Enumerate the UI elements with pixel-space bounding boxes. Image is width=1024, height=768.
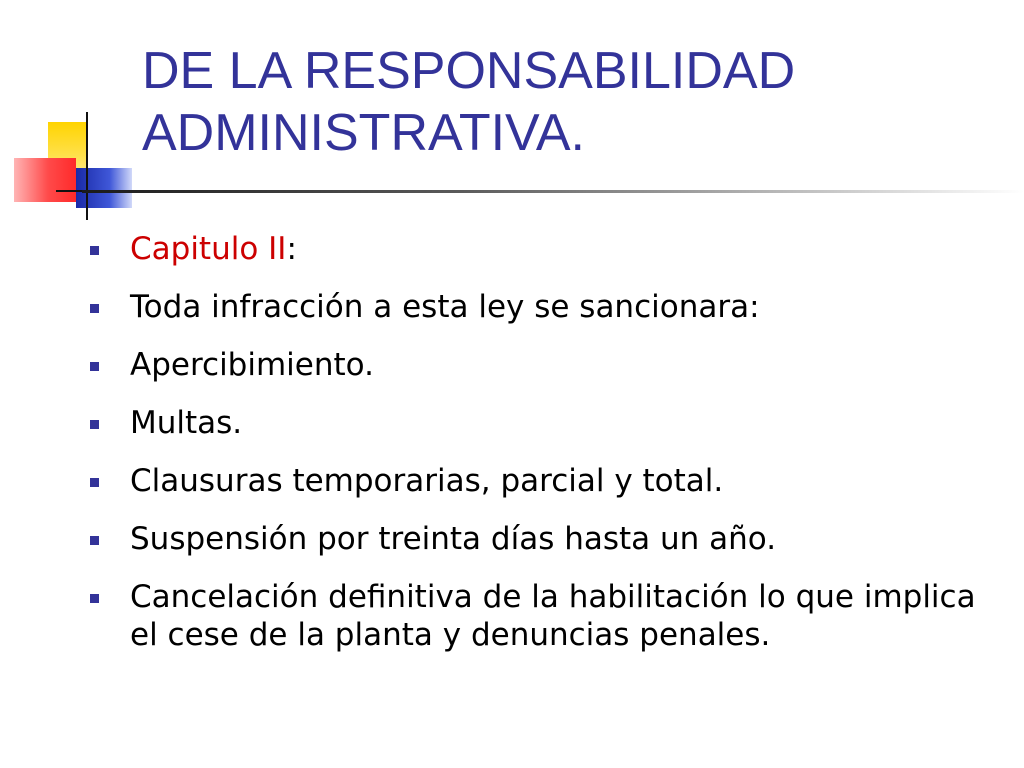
bullet-text: Apercibimiento.	[130, 347, 374, 383]
slide-title	[142, 40, 1002, 164]
square-bullet-icon	[90, 536, 99, 545]
logo-vertical-line	[86, 112, 88, 220]
red-square	[14, 158, 76, 202]
square-bullet-icon	[90, 478, 99, 487]
bullet-text: :	[286, 231, 297, 267]
bullet-item-apercibimiento	[90, 346, 1000, 384]
bullet-text: Cancelación definitiva de la habilitación lo que implica el cese de la planta y denuncias penales.	[130, 579, 976, 653]
bullet-item-infraccion	[90, 288, 1000, 326]
colored-squares-logo-icon	[0, 0, 160, 240]
bullet-item-clausuras	[90, 462, 1000, 500]
blue-square	[76, 168, 132, 208]
bullet-text: Clausuras temporarias, parcial y total.	[130, 463, 724, 499]
square-bullet-icon	[90, 420, 99, 429]
bullet-item-multas	[90, 404, 1000, 442]
square-bullet-icon	[90, 304, 99, 313]
bullet-item-cancelacion	[90, 578, 1000, 654]
bullet-text: Multas.	[130, 405, 243, 441]
square-bullet-icon	[90, 362, 99, 371]
bullet-highlight-text: Capitulo II	[130, 231, 287, 267]
bullet-item-capitulo	[90, 230, 1000, 268]
bullet-list	[90, 230, 1000, 674]
bullet-item-suspension	[90, 520, 1000, 558]
bullet-text: Toda infracción a esta ley se sancionara:	[130, 289, 760, 325]
title-line-1: DE LA RESPONSABILIDAD	[142, 42, 796, 100]
square-bullet-icon	[90, 246, 99, 255]
bullet-text: Suspensión por treinta días hasta un año.	[130, 521, 777, 557]
title-divider	[82, 190, 1024, 193]
title-line-2: ADMINISTRATIVA.	[142, 104, 585, 162]
square-bullet-icon	[90, 594, 99, 603]
